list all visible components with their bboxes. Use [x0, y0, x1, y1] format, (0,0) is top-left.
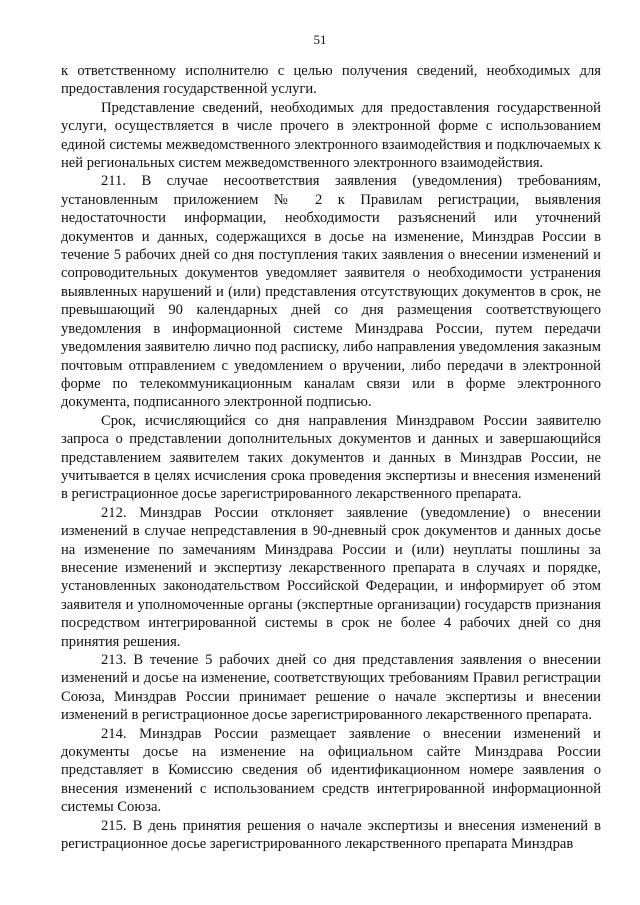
paragraph-continuation: к ответственному исполнителю с целью получения сведений, необходимых для предоставления государственной услуги.: [61, 63, 601, 98]
paragraph-electronic-interaction: Представление сведений, необходимых для предоставления государственной услуги, осуществляется в числе прочего в электронной форме с использованием единой системы межведомственного электронного взаимодействия и подключаемых к ней региональных систем межведомственного электронного взаимодействия.: [61, 99, 601, 172]
document-body: [61, 62, 601, 853]
paragraph-212: 212. Минздрав России отклоняет заявление (уведомление) о внесении изменений в случае непредставления в 90-дневный срок документов и данных досье на изменение по замечаниям Минздрава России и (или) неуплаты пошлины за внесение изменений и экспертизу лекарственного препарата в случаях и порядке, установленных законодательством Российской Федерации, и информирует об этом заявителя и уполномоченные органы (экспертные организации) государств признания посредством интегрированной системы в срок не более 4 рабочих дней со дня принятия решения.: [61, 504, 601, 650]
paragraph-214: 214. Минздрав России размещает заявление о внесении изменений и документы досье на изменение на официальном сайте Минздрава России представляет в Комиссию сведения об идентификационном номере заявления о внесения изменений с использованием средств интегрированной информационной системы Союза.: [61, 725, 601, 816]
paragraph-213: 213. В течение 5 рабочих дней со дня представления заявления о внесении изменений и досье на изменение, соответствующих требованиям Правил регистрации Союза, Минздрав России принимает решение о начале экспертизы и внесении изменений в регистрационное досье зарегистрированного лекарственного препарата.: [61, 652, 601, 724]
page-number: 51: [313, 32, 327, 47]
paragraph-term-calculation: Срок, исчисляющийся со дня направления Минздравом России заявителю запроса о представлении дополнительных документов и данных и завершающийся представлением заявителем таких документов и данных в Минздрав России, не учитывается в целях исчисления срока проведения экспертизы и внесения изменений в регистрационное досье зарегистрированного лекарственного препарата.: [61, 412, 601, 503]
paragraph-211: 211. В случае несоответствия заявления (уведомления) требованиям, установленным приложением № 2 к Правилам регистрации, выявления недостаточности информации, необходимости разъяснений или уточнений документов и данных, содержащихся в досье на изменение, Минздрав России в течение 5 рабочих дней со дня поступления таких заявления о внесении изменений и сопроводительных документов уведомляет заявителя о необходимости устранения выявленных нарушений и (или) представления отсутствующих документов в срок, не превышающий 90 календарных дней со дня размещения соответствующего уведомления в информационной системе Минздрава России, путем передачи уведомления заявителю лично под расписку, либо направления уведомления заказным почтовым отправлением с уведомлением о вручении, либо передачи в электронной форме по телекоммуникационным каналам связи или в форме электронного документа, подписанного электронной подписью.: [61, 173, 601, 411]
paragraph-215: 215. В день принятия решения о начале экспертизы и внесения изменений в регистрационное досье зарегистрированного лекарственного препарата Минздрав: [61, 817, 601, 853]
